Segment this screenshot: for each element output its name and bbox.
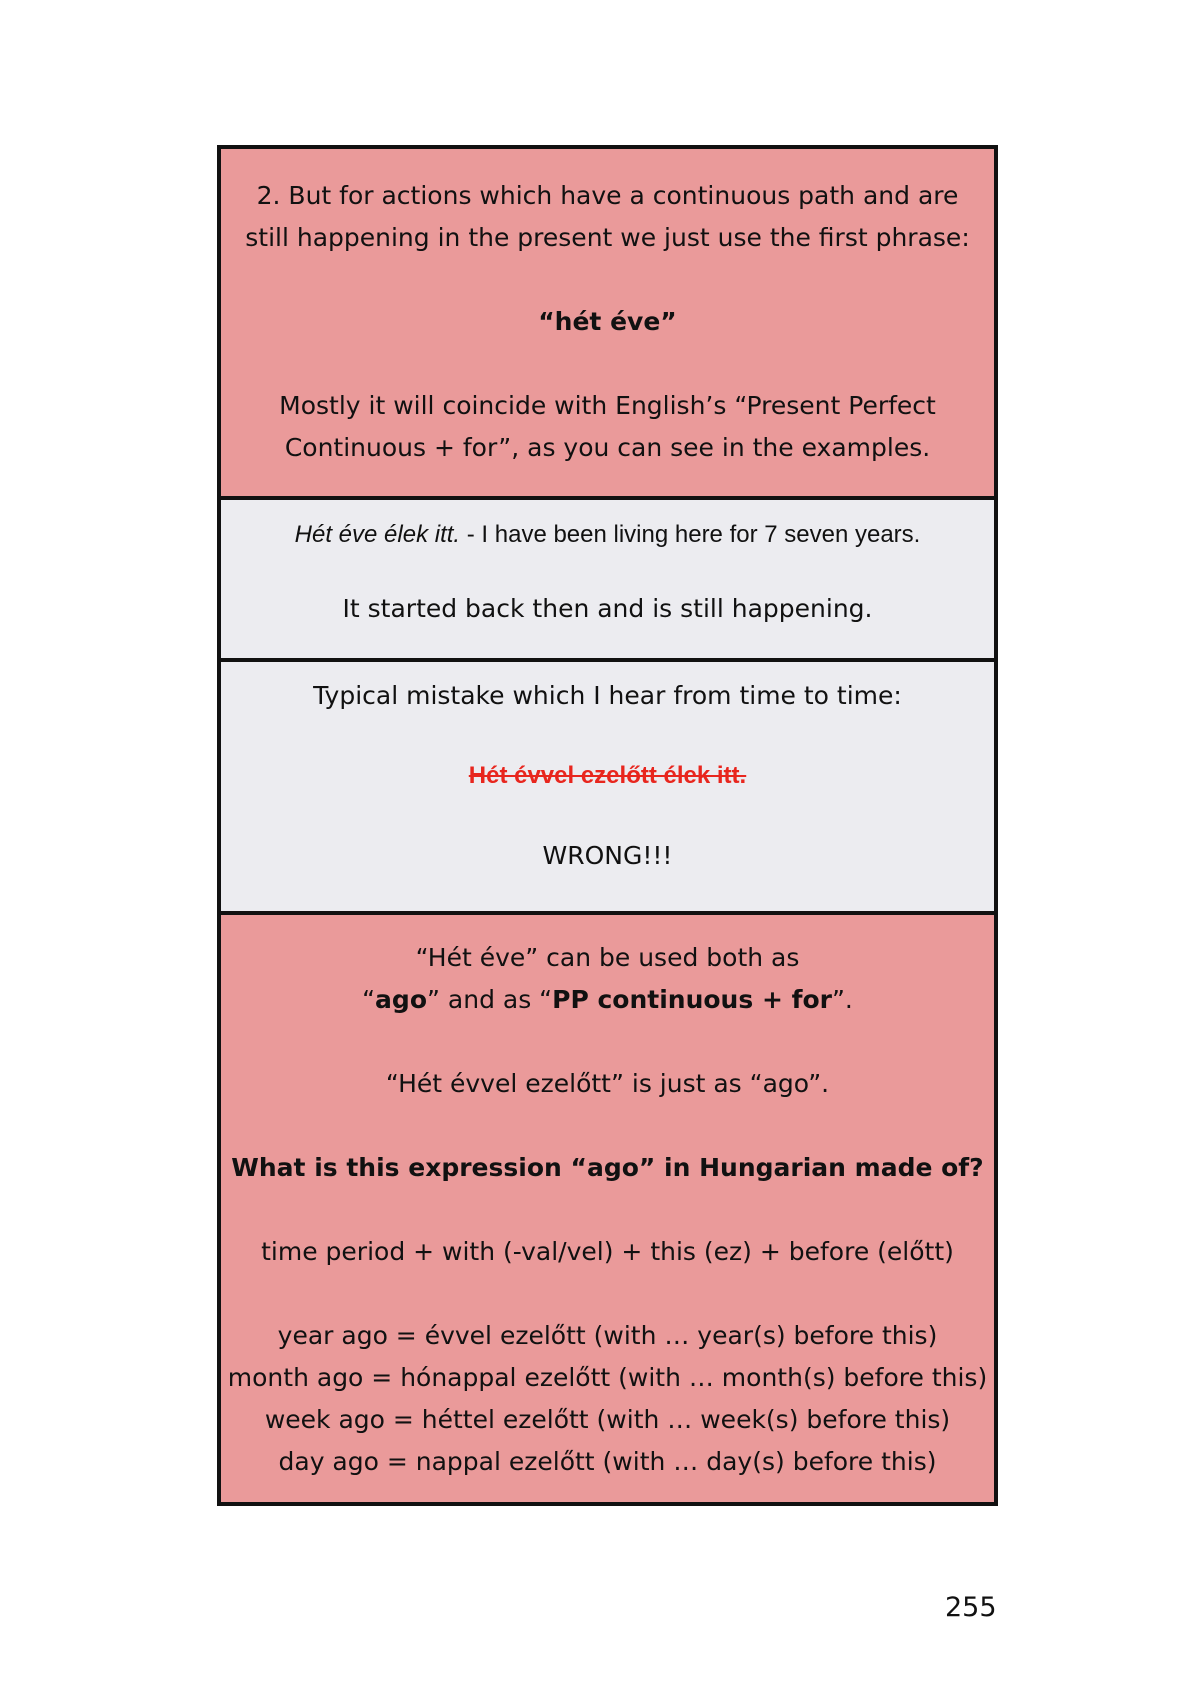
explanation-line: 2. But for actions which have a continuous path and are (256, 181, 959, 210)
explanation-line: Continuous + for”, as you can see in the examples. (284, 433, 931, 462)
ago-line: “Hét éve” can be used both as (415, 943, 800, 972)
example-translation: - I have been living here for 7 seven years. (460, 521, 921, 548)
example-hungarian: Hét éve élek itt. (294, 521, 461, 548)
wrong-verdict: WRONG!!! (542, 841, 673, 870)
ago-example: month ago = hónappal ezelőtt (with … month(s) before this) (227, 1363, 988, 1392)
ago-term: ago (375, 985, 427, 1014)
mistake-panel (221, 662, 994, 911)
example-note: It started back then and is still happening. (342, 594, 873, 623)
ago-comparison: “ago” and as “PP continuous + for”. (362, 985, 853, 1014)
wrong-sentence: Hét évvel ezelőtt élek itt. (468, 762, 747, 789)
pp-term: PP continuous + for (552, 985, 832, 1014)
ago-line: “Hét évvel ezelőtt” is just as “ago”. (385, 1069, 830, 1098)
explanation-line: Mostly it will coincide with English’s “Present Perfect (279, 391, 936, 420)
explanation-line: still happening in the present we just use the first phrase: (245, 223, 970, 252)
example-sentence (295, 514, 921, 556)
ago-formula: time period + with (-val/vel) + this (ez) + before (előtt) (261, 1237, 954, 1266)
page-number: 255 (945, 1592, 997, 1623)
ago-example: day ago = nappal ezelőtt (with … day(s) before this) (278, 1447, 937, 1476)
ago-example: week ago = héttel ezelőtt (with … week(s) before this) (264, 1405, 951, 1434)
key-phrase: “hét éve” (538, 307, 677, 336)
lesson-box (217, 145, 998, 1506)
example-panel (221, 500, 994, 658)
ago-question: What is this expression “ago” in Hungarian made of? (231, 1153, 984, 1182)
explanation-panel (221, 149, 994, 496)
ago-example: year ago = évvel ezelőtt (with … year(s) before this) (277, 1321, 938, 1350)
mistake-intro: Typical mistake which I hear from time to time: (313, 681, 902, 710)
ago-panel (221, 915, 994, 1502)
